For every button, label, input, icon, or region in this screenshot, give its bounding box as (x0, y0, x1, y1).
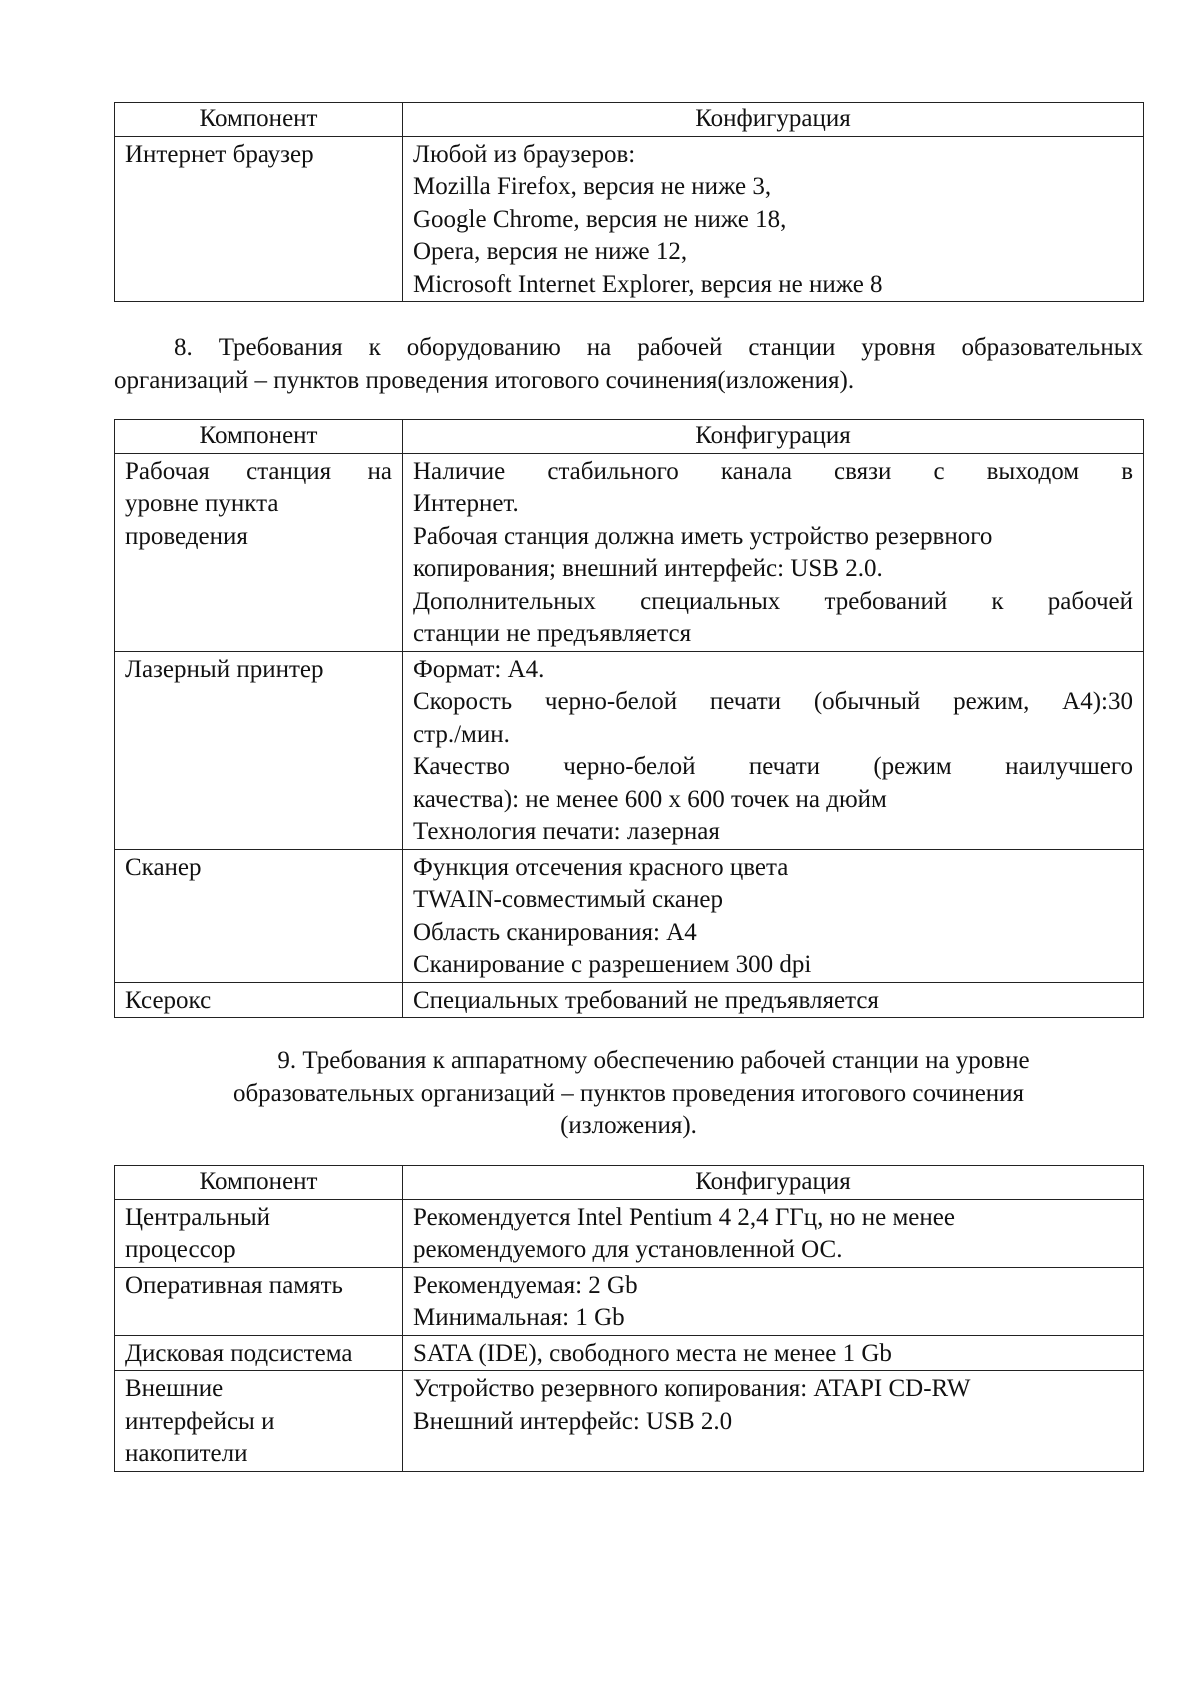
config-text: копирования; внешний интерфейс: USB 2.0. (413, 555, 883, 582)
table-row (115, 849, 1144, 982)
section-9-line-3: (изложения). (560, 1112, 697, 1139)
column-header-component: Компонент (115, 420, 403, 454)
config-text: Рекомендуется Intel Pentium 4 2,4 ГГц, но не менее (413, 1203, 955, 1231)
config-text: Область сканирования: А4 (413, 918, 697, 946)
config-text: Google Chrome, версия не ниже 18, (413, 205, 787, 233)
component-text: интерфейсы и (125, 1407, 275, 1435)
section-9-line-1: 9. Требования к аппаратному обеспечению рабочей станции на уровне (277, 1047, 1030, 1074)
config-text: Формат: А4. (413, 655, 545, 683)
config-text: Наличие стабильного канала связи с выходом в (413, 457, 1133, 485)
config-text: Дополнительных специальных требований к рабочей (413, 587, 1133, 615)
workstation-hardware-table (114, 419, 1144, 1018)
config-text: Внешний интерфейс: USB 2.0 (413, 1407, 733, 1435)
component-text: Лазерный принтер (125, 655, 324, 683)
column-header-configuration: Конфигурация (403, 103, 1144, 137)
config-cell (403, 136, 1144, 302)
component-cell (115, 453, 403, 651)
section-8-line-1: 8. Требования к оборудованию на рабочей станции уровня образовательных (174, 334, 1143, 361)
config-cell (403, 453, 1144, 651)
table-row (115, 1335, 1144, 1371)
section-9-line-2: образовательных организаций – пунктов проведения итогового сочинения (232, 1079, 1025, 1107)
table-row (115, 1199, 1144, 1267)
config-cell (403, 1335, 1144, 1371)
config-text: Любой из браузеров: (413, 140, 636, 168)
config-text: качества): не менее 600 x 600 точек на дюйм (413, 785, 887, 813)
config-text: Mozilla Firefox, версия не ниже 3, (413, 173, 772, 200)
table-row (115, 1267, 1144, 1335)
config-text: TWAIN-совместимый сканер (413, 886, 723, 913)
component-text: Центральный (125, 1203, 271, 1231)
table-header-row (115, 1166, 1144, 1200)
component-cell (115, 651, 403, 849)
workstation-software-hardware-table (114, 1165, 1144, 1472)
config-text: стр./мин. (413, 720, 510, 748)
config-cell (403, 849, 1144, 982)
config-text: Технология печати: лазерная (413, 818, 720, 845)
config-cell (403, 1199, 1144, 1267)
component-cell (115, 1267, 403, 1335)
component-text: Рабочая станция на (125, 457, 392, 485)
component-cell (115, 1335, 403, 1371)
component-text: проведения (125, 522, 248, 550)
config-text: Рабочая станция должна иметь устройство резервного (413, 522, 993, 550)
config-cell (403, 651, 1144, 849)
component-text: Оперативная память (125, 1271, 343, 1299)
table-row (115, 453, 1144, 651)
component-cell (115, 982, 403, 1018)
column-header-component: Компонент (115, 103, 403, 137)
config-text: Интернет. (413, 490, 519, 517)
config-cell (403, 982, 1144, 1018)
component-text: Ксерокс (125, 986, 212, 1014)
config-text: Сканирование с разрешением 300 dpi (413, 951, 812, 978)
config-text: Качество черно-белой печати (режим наилучшего (413, 753, 1133, 780)
table-row (115, 982, 1144, 1018)
column-header-configuration: Конфигурация (403, 1166, 1144, 1200)
column-header-component: Компонент (115, 1166, 403, 1200)
config-cell (403, 1371, 1144, 1472)
table-row (115, 1371, 1144, 1472)
component-text: Интернет браузер (125, 140, 314, 168)
config-text: рекомендуемого для установленной ОС. (413, 1236, 843, 1263)
config-text: Рекомендуемая: 2 Gb (413, 1271, 638, 1299)
table-row (115, 651, 1144, 849)
component-text: Внешние (125, 1375, 224, 1402)
table-row (115, 136, 1144, 302)
component-text: накопители (125, 1440, 248, 1467)
component-cell (115, 1199, 403, 1267)
section-8-line-2: организаций – пунктов проведения итогового сочинения(изложения). (114, 366, 855, 394)
table-header-row (115, 103, 1144, 137)
config-text: Opera, версия не ниже 12, (413, 238, 688, 265)
config-text: станции не предъявляется (413, 620, 692, 647)
config-text: Устройство резервного копирования: ATAPI CD-RW (413, 1375, 971, 1402)
table-header-row (115, 420, 1144, 454)
section-9-paragraph (114, 1045, 1143, 1143)
section-8-paragraph (114, 332, 1143, 397)
config-text: Минимальная: 1 Gb (413, 1304, 625, 1331)
config-cell (403, 1267, 1144, 1335)
config-text: Скорость черно-белой печати (обычный режим, А4):30 (413, 688, 1133, 715)
component-text: Сканер (125, 853, 202, 881)
component-text: процессор (125, 1236, 236, 1263)
component-text: уровне пункта (125, 490, 279, 517)
component-text: Дисковая подсистема (125, 1339, 353, 1367)
component-cell (115, 1371, 403, 1472)
component-cell (115, 849, 403, 982)
component-cell (115, 136, 403, 302)
config-text: Специальных требований не предъявляется (413, 986, 879, 1014)
config-text: SATA (IDE), свободного места не менее 1 Gb (413, 1339, 892, 1367)
config-text: Microsoft Internet Explorer, версия не ниже 8 (413, 270, 883, 298)
column-header-configuration: Конфигурация (403, 420, 1144, 454)
browser-requirements-table (114, 102, 1144, 302)
config-text: Функция отсечения красного цвета (413, 853, 789, 881)
